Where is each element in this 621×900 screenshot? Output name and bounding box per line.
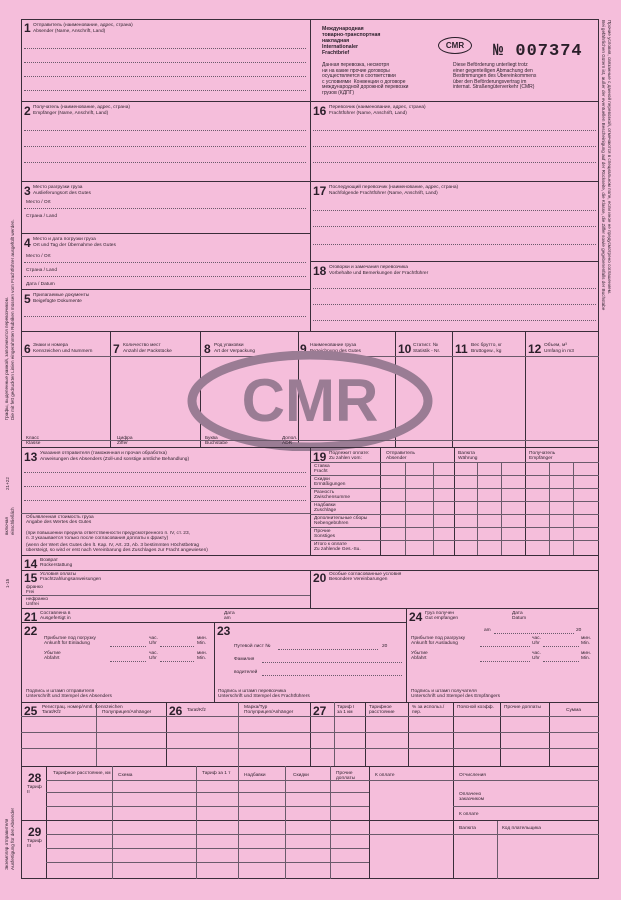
box-10-label-ru: Статист. № — [413, 343, 438, 348]
b19-row-2-de: Zwischensumme — [314, 495, 350, 500]
box-6-label-ru: Знаки и номера — [33, 343, 68, 348]
b22-depart-ru: Убытие — [44, 651, 61, 656]
box-28-number: 28 — [28, 771, 42, 785]
b19-currency-de: Währung — [458, 456, 478, 461]
b23-surname: Фамилия — [234, 657, 255, 662]
b19-row-3-ru: Надбавки — [314, 503, 336, 508]
box-12-label-de: Umfang in m3 — [544, 349, 574, 354]
row25-tariff-dist: Тарифное расстояние — [369, 705, 395, 716]
box-16-number: 16 — [313, 104, 327, 118]
b24-min2-ru: мин. — [581, 651, 591, 656]
box-1-label-ru: Отправитель (наименование, адрес, страна) — [33, 23, 133, 28]
b22-min2-de: Min. — [197, 656, 207, 661]
box-23-number: 23 — [217, 624, 231, 638]
box-29-tarif-roman: III — [27, 844, 31, 849]
side-note-left-frame: Графы, выделенные рамкой, заполняются перевозчиком. — [4, 296, 9, 420]
b19-receiver-ru: Получатель — [529, 451, 556, 456]
box-21-number: 21 — [24, 610, 38, 624]
box-11-label-ru: Вес брутто, кг — [471, 343, 502, 348]
row28-surcharges: Надбавки — [244, 773, 266, 778]
box-2-number: 2 — [24, 104, 31, 118]
box-8-number: 8 — [204, 342, 211, 356]
box-22-number: 22 — [24, 624, 38, 638]
box-14-label-de: Rückerstattung — [40, 563, 73, 568]
box-21-label-ru: Составлена в — [40, 611, 71, 616]
row25-koef: Поясной коэфф. — [457, 705, 494, 710]
b23-drivers: водителей — [234, 670, 258, 675]
box-9-number: 9 — [300, 342, 307, 356]
receiver-signature-de: Unterschrift und Stempel des Empfängers — [411, 694, 501, 699]
row29-currency: Валюта — [459, 826, 476, 831]
box-7-label-de: Anzahl der Packstücke — [123, 349, 172, 354]
box-13-label-ru: Указания отправителя (таможенная и прочая обработка) — [40, 451, 167, 456]
box-17-label-ru: Последующий перевозчик (наименование, адрес, страна) — [329, 185, 459, 190]
side-note-left-range: 1-15 — [5, 578, 10, 588]
franco-ru: франко — [26, 585, 43, 590]
box-26-marka-ru: Марка/Тур — [244, 705, 268, 710]
row25-pct: % за использ./пер. — [412, 705, 445, 716]
b19-row-3-de: Zuschläge — [314, 508, 337, 513]
box-26-number: 26 — [169, 704, 183, 718]
liability-note-de: (wenn der Wert des Gutes den lt. Kap. IV, Art. 23, Ab. 3 bestimmten Höchstbetrag — [26, 543, 200, 548]
box-24-date-ru: Дата — [512, 611, 523, 616]
declared-value-ru: Объявленная стоимость груза — [26, 515, 94, 520]
b24-depart-de: Abfahrt — [411, 656, 427, 661]
adr-label-de: ADR — [282, 441, 293, 446]
box-18-label-ru: Оговорки и замечания перевозчика — [329, 265, 408, 270]
row28-to-pay2: К оплате — [459, 812, 479, 817]
box-8-label-de: Art der Verpackung — [214, 349, 256, 354]
box-20-label-de: Besondere Vereinbarungen — [329, 577, 388, 582]
b19-row-6-ru: Итого к оплате — [314, 542, 347, 547]
nonfranco-ru: нефранко — [26, 597, 49, 602]
bukva-label-ru: Буква — [205, 436, 218, 441]
box-28-tarif: Тариф — [27, 785, 42, 790]
box-9-label-ru: Наименование груза — [310, 343, 357, 348]
adr-label-ru: Допол. — [282, 436, 298, 441]
row28-other: Прочие доплаты — [336, 771, 356, 782]
box-20-label-ru: Особые согласованные условия — [329, 572, 402, 577]
row28-schema: Схема — [118, 773, 133, 778]
b24-hours2-ru: час. — [532, 651, 541, 656]
b22-min-ru: мин. — [197, 636, 207, 641]
row28-discounts: Скидки — [293, 773, 309, 778]
box-25-label-ru: Регистрац. номер/Amtl. Kennzeichen — [42, 705, 123, 710]
b24-min2-de: Min. — [581, 656, 591, 661]
box-2-label-ru: Получатель (наименование, адрес, страна) — [33, 105, 130, 110]
box-24-date-de: Datum — [512, 616, 527, 621]
box-6-label-de: Kennzeichen und Nummern — [33, 349, 93, 354]
box-12-number: 12 — [528, 342, 542, 356]
receiver-signature-ru: Подпись и штамп получателя — [411, 689, 477, 694]
b22-min2-ru: мин. — [197, 651, 207, 656]
box-24-label-de: Gut empfangen — [425, 616, 459, 621]
serial-number: № 007374 — [493, 42, 583, 61]
box-4-country: Страна / Land — [26, 268, 57, 273]
sender-signature-ru: Подпись и штамп отправителя — [26, 689, 95, 694]
side-note-left-copy: Экземпляр отправителя — [4, 818, 9, 870]
box-24-label-ru: Груз получен — [425, 611, 455, 616]
box-17-label-de: Nachfolgende Frachtführer (Name, Anschrift, Land) — [329, 191, 438, 196]
box-11-number: 11 — [455, 342, 468, 356]
box-4-place: Место / Ort — [26, 254, 51, 259]
box-19-label-ru: Подлежит оплате: — [329, 451, 370, 456]
box-21-date-de: am — [224, 616, 231, 621]
b22-hours2-ru: час. — [149, 651, 158, 656]
liability-note-ru: (при повышении предела ответственности предусмотренного п. IV, ст. 23, — [26, 531, 190, 536]
b22-hours-ru: час. — [149, 636, 158, 641]
b19-receiver-de: Empfänger — [529, 456, 553, 461]
box-19-number: 19 — [313, 450, 327, 464]
box-9-label-de: Bezeichnung des Gutes — [310, 349, 361, 354]
b19-sender-ru: Отправитель — [386, 451, 416, 456]
b23-year: 20 — [382, 644, 388, 649]
box-5-label-ru: Прилагаемые документы — [33, 293, 90, 298]
notice-de: Diese Beförderung unterliegt trotz einer gegenteiligen Abmachung den Bestimmungen des Übereinkommens über den Beförderungsvertrag im internat. Straßengüterverkehr (CMR) — [453, 62, 537, 91]
box-14-number: 14 — [24, 557, 38, 571]
box-1-number: 1 — [24, 21, 31, 35]
box-3-label-de: Auslieferungsort des Gutes — [33, 191, 91, 196]
box-27-label-de: за 1 км — [337, 710, 353, 715]
b24-depart-ru: Убытие — [411, 651, 428, 656]
b24-arrived-ru: Прибытие под разгрузку — [411, 636, 466, 641]
bukva-label-de: Buchstabe — [205, 441, 228, 446]
box-3-number: 3 — [24, 184, 31, 198]
box-16-label-de: Frachtführer (Name, Anschrift, Land) — [329, 111, 407, 116]
side-note-left-frame-de: Die mit fett gedruckten Linien eingerahmten Rubriken müssen vom Frachtführer ausgefüllt werden. — [10, 219, 15, 420]
carrier-signature-ru: Подпись и штамп перевозчика — [218, 689, 287, 694]
doc-title-de: Internationaler Frachtbrief — [322, 44, 359, 56]
side-note-right-1: Прочие условия, связанные с данной перевозкой, отмечаются в специальном поле, если иное не предусмотрено соглашением. — [607, 20, 612, 295]
class-label-de: Klasse — [26, 441, 41, 446]
box-19-label-de: Zu zahlen vom: — [329, 456, 362, 461]
b19-row-4-ru: Дополнительные сборы — [314, 516, 368, 521]
liability-note-de2: übersteigt, so wird er erst nach Vereinbarung des Zuschlages zur Fracht angewiesen) — [26, 548, 208, 553]
b22-depart-de: Abfahrt — [44, 656, 60, 661]
side-note-left-incl: включая — [4, 517, 9, 535]
box-14-label-ru: Возврат — [40, 558, 58, 563]
side-note-left-copy-de: Ausfertigung für den Absender — [10, 807, 15, 870]
b19-row-2-ru: Разность — [314, 490, 335, 495]
row29-payer-code: Код плательщика — [502, 826, 541, 831]
cmr-badge: CMR — [438, 37, 472, 54]
side-note-right-2: Bei gefährlichen Gütern ist, außer der eventuellen Bescheinigung auf der Rückseite, die Klasse, die Ziffer sowie gegebenenfalls der Buchstabe — [601, 20, 606, 311]
b24-hours-ru: час. — [532, 636, 541, 641]
box-7-number: 7 — [113, 342, 120, 356]
row28-paid-by: Оплачено заказчиком — [459, 792, 485, 803]
row28-tariff-per-t: Тариф за 1 т — [202, 771, 231, 776]
side-note-left-range2: 21+22 — [5, 477, 10, 490]
b19-row-0-de: Fracht — [314, 469, 328, 474]
carrier-signature-de: Unterschrift und Stempel des Frachtführers — [218, 694, 310, 699]
box-13-label-de: Anweisungen des Absenders (Zoll-und sonstige amtliche Behandlung) — [40, 457, 190, 462]
declared-value-de: Angabe des Wertes des Gutes — [26, 520, 92, 525]
row28-tariff-dist: Тарифное расстояние, км — [53, 771, 111, 776]
box-5-label-de: Beigefügte Dokumente — [33, 299, 82, 304]
row25-sum: Сумма — [566, 708, 582, 713]
b23-waybill: Путевой лист № — [234, 644, 271, 649]
box-25-trailer: Полуприцеп/Anhänger — [102, 710, 152, 715]
box-20-number: 20 — [313, 571, 327, 585]
b19-sender-de: Absender — [386, 456, 407, 461]
box-8-label-ru: Род упаковки — [214, 343, 244, 348]
b24-am: am — [484, 628, 491, 633]
doc-title-ru: Международная товарно-транспортная накладная — [322, 26, 381, 44]
b19-row-1-ru: Скидки — [314, 477, 330, 482]
b24-arrived-de: Ankunft für Ausladung — [411, 641, 458, 646]
box-4-label-ru: Место и дата погрузки груза — [33, 237, 96, 242]
nonfranco-de: Unfrei — [26, 602, 39, 607]
cifra-label-de: Ziffer — [117, 441, 128, 446]
box-13-number: 13 — [24, 450, 38, 464]
box-26-label-de: Tarat/Kfz — [187, 708, 206, 713]
box-16-label-ru: Перевозчик (наименование, адрес, страна) — [329, 105, 426, 110]
b22-arrived-ru: Прибытие под погрузку — [44, 636, 96, 641]
b24-hours-de: Uhr — [532, 641, 540, 646]
liability-note-ru2: п. 3 указывается только после согласования доплаты к фракту) — [26, 536, 169, 541]
cifra-label-ru: Цифра — [117, 436, 133, 441]
franco-de: Frei — [26, 590, 35, 595]
box-27-number: 27 — [313, 704, 327, 718]
sender-signature-de: Unterschrift und Stempel des Absenders — [26, 694, 112, 699]
b24-min-de: Min. — [581, 641, 591, 646]
box-28-tarif-roman: II — [27, 790, 30, 795]
box-21-date-ru: Дата — [224, 611, 235, 616]
b22-arrived-de: Ankunft für Einladung — [44, 641, 90, 646]
box-29-number: 29 — [28, 825, 42, 839]
box-2-label-de: Empfänger (Name, Anschrift, Land) — [33, 111, 109, 116]
row28-to-pay: К оплате — [375, 773, 395, 778]
b19-row-0-ru: Ставка — [314, 464, 330, 469]
box-17-number: 17 — [313, 184, 327, 198]
box-12-label-ru: Объем, м³ — [544, 343, 567, 348]
box-1-label-de: Absender (Name, Anschrift, Land) — [33, 29, 106, 34]
b24-hours2-de: Uhr — [532, 656, 540, 661]
side-note-left-incl-de: einschließlich — [10, 507, 15, 535]
cmr-watermark — [187, 351, 433, 451]
b24-min-ru: мин. — [581, 636, 591, 641]
box-4-number: 4 — [24, 236, 31, 250]
b22-hours2-de: Uhr — [149, 656, 157, 661]
box-15-number: 15 — [24, 571, 38, 585]
box-10-number: 10 — [398, 342, 412, 356]
b24-year: 20 — [576, 628, 582, 633]
row28-calculations: Отчисления — [459, 773, 486, 778]
b19-row-6-de: Zu zahlende Ges.-Su. — [314, 547, 361, 552]
box-3-place: Место / Ort — [26, 200, 51, 205]
b19-row-5-ru: Прочие — [314, 529, 331, 534]
box-15-label-de: Frachtzahlungsanweisungen — [40, 577, 102, 582]
box-6-number: 6 — [24, 342, 31, 356]
box-5-number: 5 — [24, 292, 31, 306]
box-10-label-de: Statistik - Nr. — [413, 349, 441, 354]
b22-min-de: Min. — [197, 641, 207, 646]
box-25-number: 25 — [24, 704, 38, 718]
b19-currency-ru: Валюта — [458, 451, 475, 456]
notice-ru: Данная перевозка, несмотря ни на какие прочие договоры осуществляется в соответствии с условиями Конвенции о договоре международной дорожной перевозки грузов (КДПГ) — [322, 62, 409, 96]
row25-other: Прочие доплаты — [504, 705, 541, 710]
box-18-number: 18 — [313, 264, 327, 278]
box-25-label-de: Tarat/Kfz — [42, 710, 61, 715]
box-27-label-ru: Тариф I — [337, 705, 355, 710]
box-7-label-ru: Количество мест — [123, 343, 161, 348]
box-3-country: Страна / Land — [26, 214, 57, 219]
box-3-label-ru: Место разгрузки груза — [33, 185, 83, 190]
box-15-label-ru: Условия оплаты — [40, 572, 77, 577]
box-29-tarif: Тариф — [27, 839, 42, 844]
box-11-label-de: Bruttogew., kg — [471, 349, 502, 354]
box-18-label-de: Vorbehalte und Bemerkungen der Frachtführer — [329, 271, 429, 276]
class-label-ru: Класс — [26, 436, 40, 441]
b22-hours-de: Uhr — [149, 641, 157, 646]
box-4-label-de: Ort und Tag der Übernahme des Gutes — [33, 243, 116, 248]
box-24-number: 24 — [409, 610, 423, 624]
b19-row-5-de: Sonstiges — [314, 534, 336, 539]
watermark-text: CMR — [241, 367, 379, 434]
box-4-date: Дата / Datum — [26, 282, 55, 287]
b19-row-4-de: Nebengebühren — [314, 521, 349, 526]
b19-row-1-de: Ermäßigungen — [314, 482, 346, 487]
box-21-label-de: Ausgefertigt in — [40, 616, 71, 621]
box-26-marka-de: Полуприцеп/Anhänger — [244, 710, 294, 715]
